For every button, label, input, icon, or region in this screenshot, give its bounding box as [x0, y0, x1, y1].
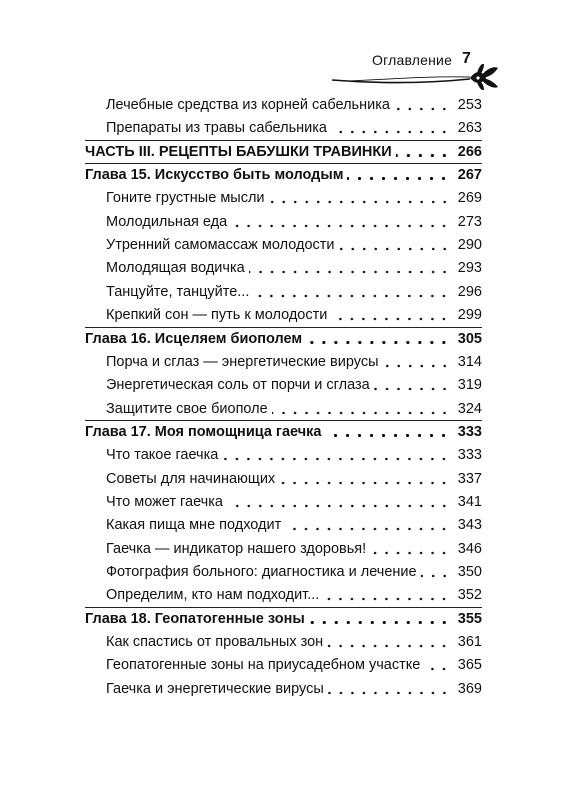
toc-chapter-entry[interactable]: [85, 162, 482, 184]
toc-entry-title: Препараты из травы сабельника: [106, 120, 327, 137]
toc-entry-title: Танцуйте, танцуйте...: [106, 283, 250, 300]
dot-leader: [269, 190, 450, 204]
toc-section-entry[interactable]: [106, 232, 482, 254]
toc-entry-page: 346: [457, 540, 482, 557]
toc-entry-title: Какая пища мне подходит: [106, 517, 282, 534]
toc-section-entry[interactable]: [106, 466, 482, 488]
dot-leader: [327, 634, 450, 648]
toc-entry-title: Лечебные средства из корней сабельника: [106, 97, 390, 113]
dot-leader: [222, 447, 450, 461]
toc-entry-title: Советы для начинающих: [106, 470, 276, 487]
dot-leader: [249, 260, 450, 274]
toc-section-entry[interactable]: [106, 676, 482, 698]
toc-entry-page: 369: [457, 680, 482, 697]
dot-leader: [331, 307, 450, 321]
dot-leader: [374, 377, 450, 391]
toc-section-entry[interactable]: [106, 349, 482, 371]
dot-leader: [328, 681, 450, 695]
toc-entry-page: 253: [457, 97, 482, 113]
toc-entry-title: Порча и сглаз — энергетические вирусы: [106, 353, 379, 370]
toc-section-entry[interactable]: [106, 582, 482, 604]
toc-chapter-entry[interactable]: [85, 419, 482, 441]
dot-leader: [383, 354, 451, 368]
dot-leader: [339, 237, 451, 251]
toc-entry-page: 290: [457, 237, 482, 254]
page-number: 7: [462, 50, 471, 67]
toc-entry-page: 266: [457, 143, 482, 160]
toc-entry-page: 293: [457, 260, 482, 277]
dot-leader: [306, 331, 450, 345]
dot-leader: [325, 424, 450, 438]
toc-section-entry[interactable]: [106, 442, 482, 464]
toc-entry-title: Гаечка и энергетические вирусы: [106, 680, 324, 697]
toc-entry-page: 361: [457, 634, 482, 651]
toc-section-entry[interactable]: [106, 512, 482, 534]
toc-entry-title: Определим, кто нам подходит...: [106, 587, 320, 604]
toc-section-entry[interactable]: [106, 209, 482, 231]
toc-entry-page: 365: [457, 657, 482, 674]
toc-section-entry[interactable]: [106, 489, 482, 511]
toc-entry-page: 319: [457, 377, 482, 394]
toc-entry-page: 305: [457, 330, 482, 347]
dot-leader: [309, 611, 450, 625]
toc-entry-page: 350: [457, 564, 482, 580]
toc-entry-title: Гаечка — индикатор нашего здоровья!: [106, 540, 367, 557]
toc-section-entry[interactable]: [106, 115, 482, 137]
toc-entry-page: 333: [457, 447, 482, 464]
toc-entry-page: 269: [457, 190, 482, 207]
toc-entry-page: 314: [457, 353, 482, 370]
dot-leader: [272, 401, 450, 415]
toc-entry-title: Что может гаечка: [106, 493, 223, 510]
toc-section-entry[interactable]: [106, 629, 482, 651]
toc-entry-page: 333: [457, 423, 482, 440]
leaf-ornament-icon: [330, 64, 500, 90]
dot-leader: [331, 120, 450, 134]
toc-section-entry[interactable]: [106, 185, 482, 207]
toc-entry-title: Что такое гаечка: [106, 447, 219, 464]
toc-entry-title: ЧАСТЬ III. РЕЦЕПТЫ БАБУШКИ ТРАВИНКИ: [85, 143, 392, 160]
toc-entry-page: 355: [457, 610, 482, 627]
dot-leader: [370, 541, 450, 555]
dot-leader: [421, 564, 450, 578]
toc-entry-title: Гоните грустные мысли: [106, 190, 265, 207]
toc-entry-page: 263: [457, 120, 482, 137]
running-header-title: Оглавление: [372, 52, 453, 68]
toc-entry-title: Защитите свое биополе: [106, 400, 268, 417]
dot-leader: [394, 97, 450, 111]
dot-leader: [279, 471, 450, 485]
toc-entry-page: 267: [457, 167, 482, 184]
dot-leader: [347, 167, 450, 181]
dot-leader: [424, 657, 450, 671]
toc-entry-title: Молодильная еда: [106, 213, 228, 230]
running-header: [0, 50, 566, 90]
toc-entry-page: 352: [457, 587, 482, 604]
toc-section-entry[interactable]: [106, 302, 482, 324]
dot-leader: [231, 214, 450, 228]
toc-entry-page: 296: [457, 283, 482, 300]
toc-entry-page: 273: [457, 213, 482, 230]
toc-entry-page: 343: [457, 517, 482, 534]
toc-section-entry[interactable]: [106, 536, 482, 558]
toc-section-entry[interactable]: [106, 559, 482, 581]
toc-section-entry[interactable]: [106, 92, 482, 114]
toc-section-entry[interactable]: [106, 652, 482, 674]
toc-entry-title: Глава 18. Геопатогенные зоны: [85, 610, 305, 627]
toc-entry-page: 341: [457, 493, 482, 510]
toc-entry-title: Молодящая водичка: [106, 260, 245, 277]
toc-entry-page: 337: [457, 470, 482, 487]
toc-chapter-entry[interactable]: [85, 139, 482, 161]
dot-leader: [253, 284, 450, 298]
dot-leader: [396, 144, 450, 158]
toc-chapter-entry[interactable]: [85, 606, 482, 628]
toc-entry-title: Как спастись от провальных зон: [106, 634, 324, 651]
toc-section-entry[interactable]: [106, 279, 482, 301]
dot-leader: [227, 494, 450, 508]
toc-entry-title: Глава 17. Моя помощница гаечка: [85, 423, 322, 440]
toc-chapter-entry[interactable]: [85, 326, 482, 348]
toc-entry-page: 299: [457, 307, 482, 324]
toc-entry-page: 324: [457, 400, 482, 417]
toc-entry-title: Энергетическая соль от порчи и сглаза: [106, 377, 370, 394]
toc-entry-title: Фотография больного: диагностика и лечение: [106, 564, 417, 580]
dot-leader: [323, 587, 450, 601]
toc-section-entry[interactable]: [106, 396, 482, 418]
toc-entry-title: Утренний самомассаж молодости: [106, 237, 335, 254]
dot-leader: [285, 517, 450, 531]
toc-section-entry[interactable]: [106, 255, 482, 277]
toc-entry-title: Глава 15. Искусство быть молодым: [85, 167, 344, 184]
toc-section-entry[interactable]: [106, 372, 482, 394]
toc-entry-title: Глава 16. Исцеляем биополем: [85, 330, 303, 347]
toc-entry-title: Геопатогенные зоны на приусадебном участке: [106, 657, 421, 674]
toc-entry-title: Крепкий сон — путь к молодости: [106, 307, 328, 324]
